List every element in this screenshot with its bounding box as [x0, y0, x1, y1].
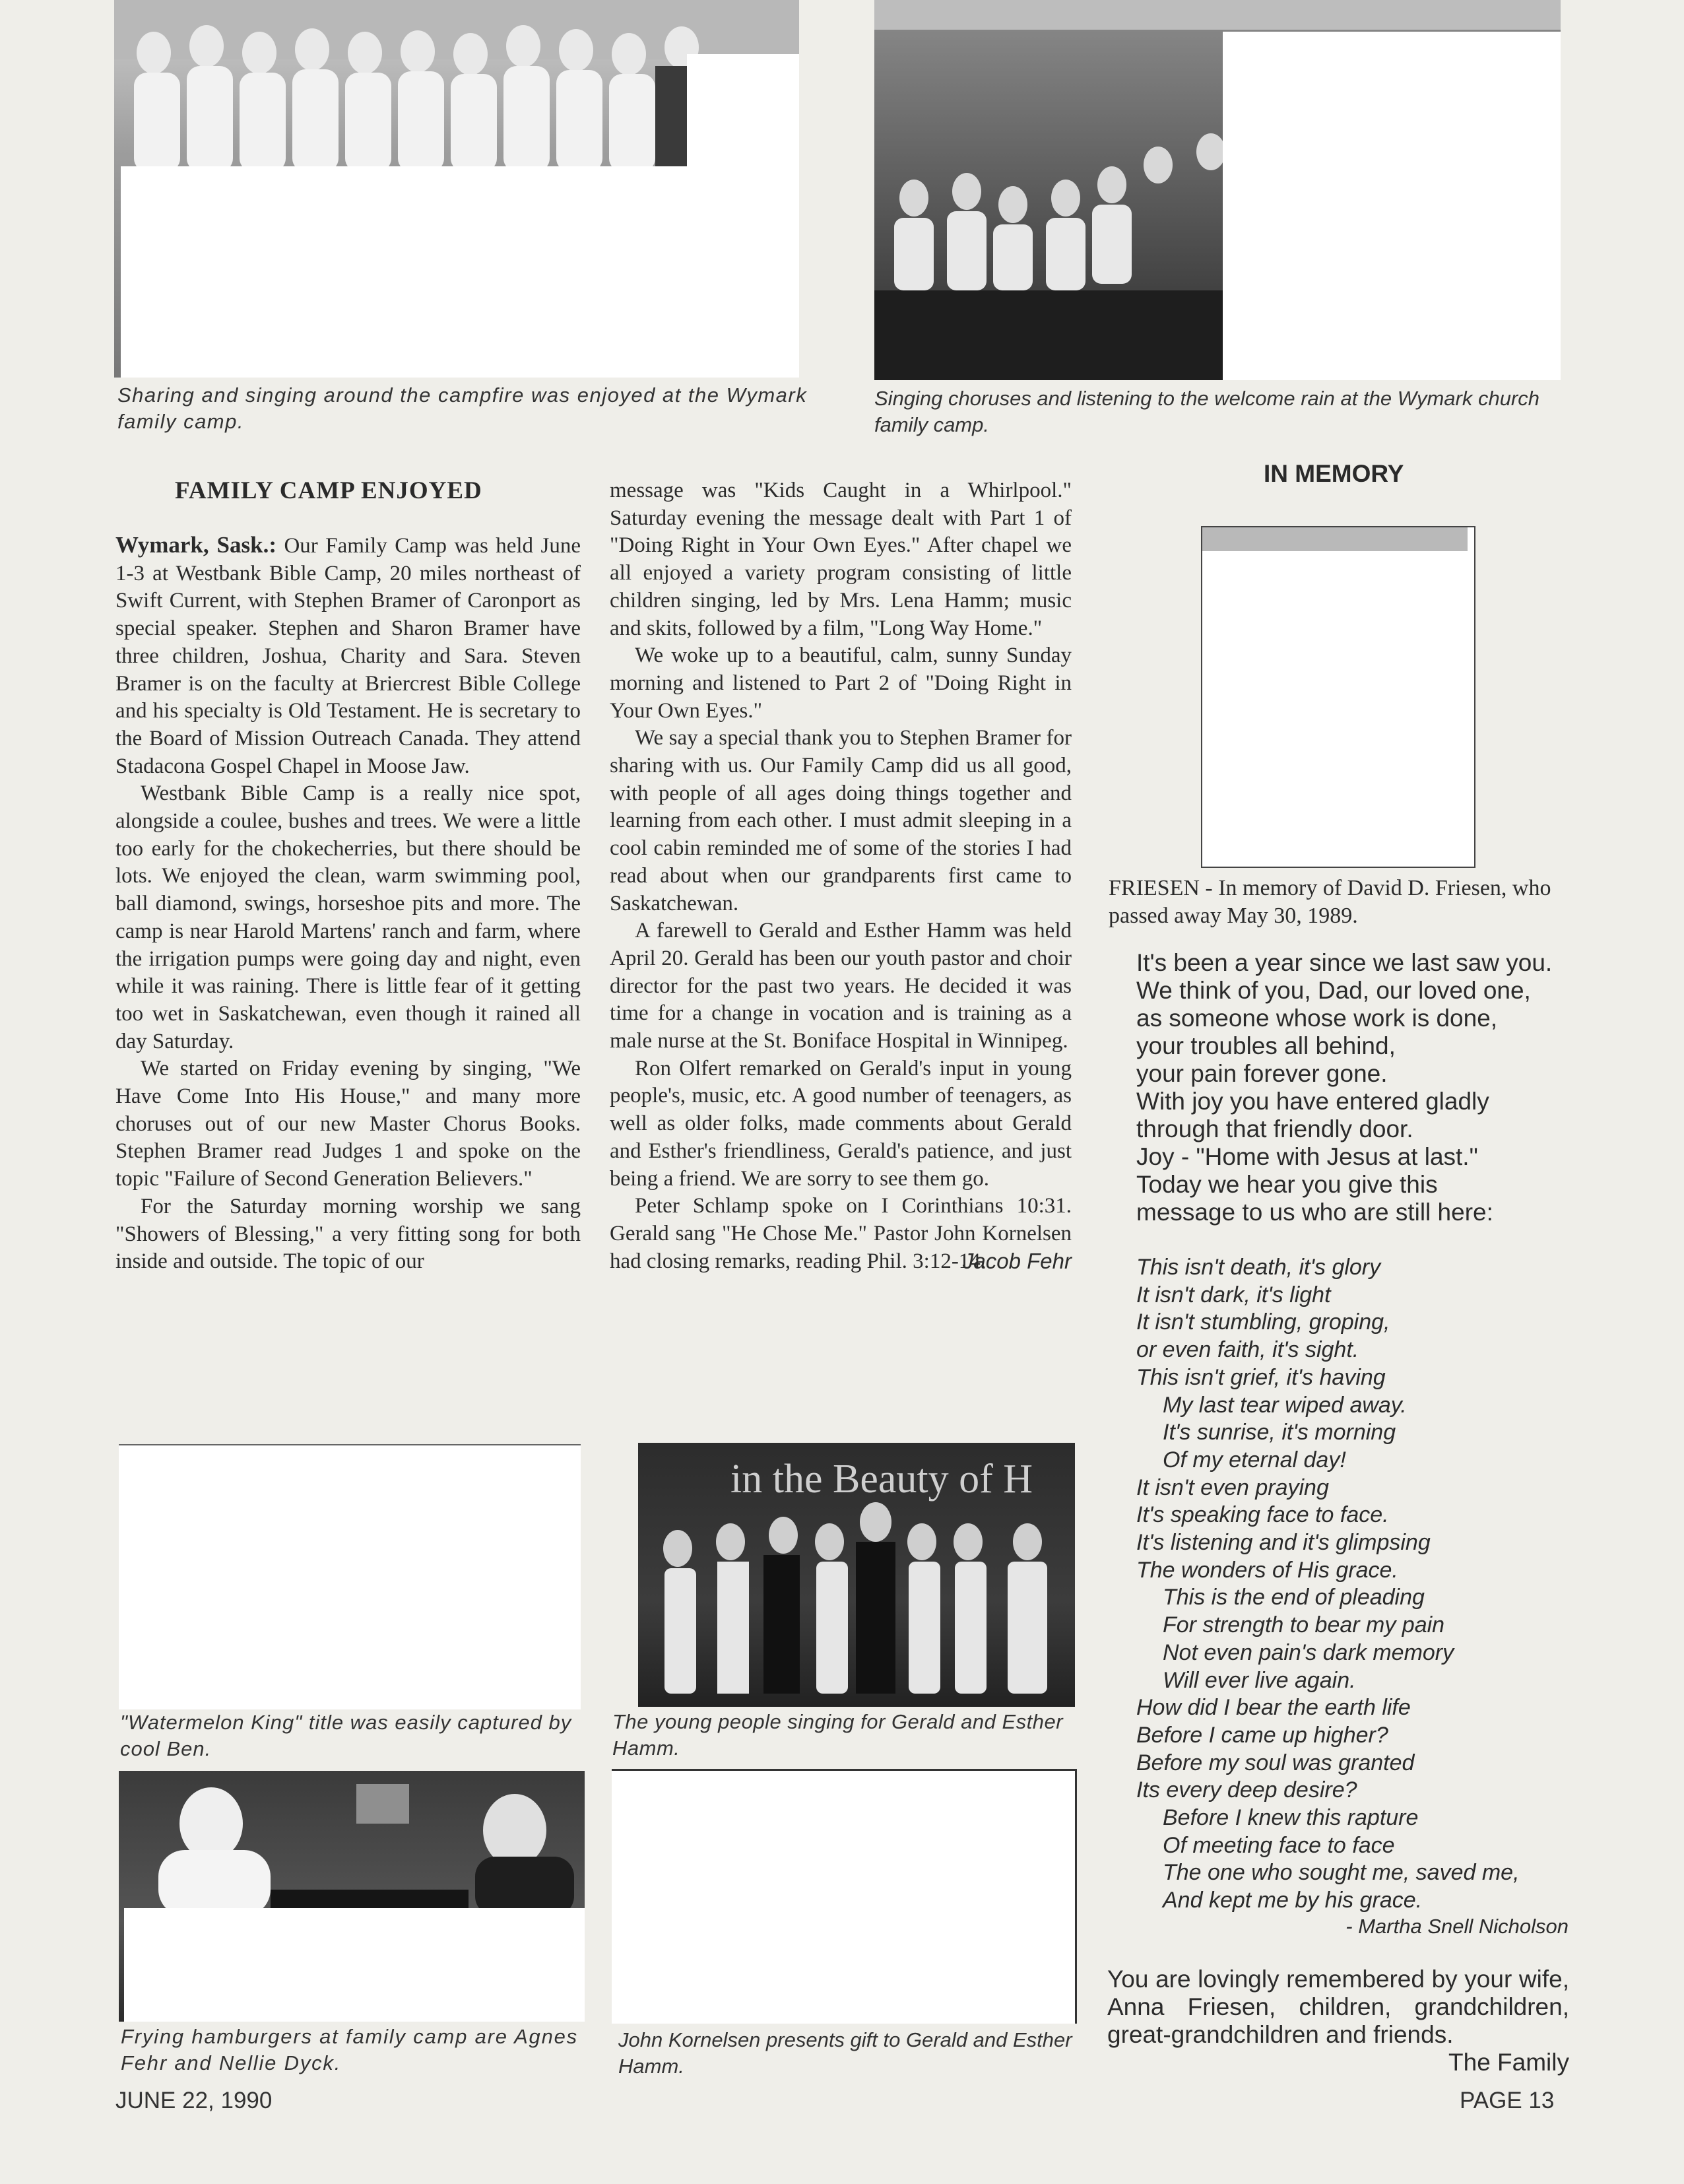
article-paragraph: message was "Kids Caught in a Whirlpool." Saturday evening the message dealt with Part 1 of "Doing Right in Your Own Eyes." After chapel we all enjoyed a variety program consisting of little children singing, led by Mrs. Lena Hamm; music and skits, followed by a film, "Long Way Home." — [610, 479, 1072, 640]
poem-line: This is the end of pleading — [1163, 1585, 1425, 1610]
poem-line: or even faith, it's sight. — [1136, 1337, 1359, 1363]
intro-line: It's been a year since we last saw you. — [1136, 949, 1553, 976]
poem-line: And kept me by his grace. — [1163, 1888, 1423, 1913]
poem-author: - Martha Snell Nicholson — [1345, 1915, 1569, 1938]
poem-line: Will ever live again. — [1163, 1667, 1356, 1693]
intro-line: Today we hear you give this — [1136, 1171, 1438, 1198]
poem-line: It isn't even praying — [1136, 1474, 1329, 1500]
article-column-2 — [610, 477, 1072, 1275]
intro-line: We think of you, Dad, our loved one, — [1136, 977, 1531, 1004]
watermelon-photo — [119, 1444, 581, 1709]
poem-line: It isn't stumbling, groping, — [1136, 1309, 1390, 1335]
choruses-caption: Singing choruses and listening to the welcome rain at the Wymark church family camp. — [874, 387, 1539, 436]
choruses-photo — [874, 0, 1561, 380]
poem-line: Its every deep desire? — [1136, 1777, 1357, 1803]
poem-line: Before my soul was granted — [1136, 1750, 1415, 1775]
poem-line: The one who sought me, saved me, — [1163, 1860, 1520, 1886]
article-author: Jacob Fehr — [962, 1249, 1072, 1274]
memory-notice: FRIESEN - In memory of David D. Friesen, who passed away May 30, 1989. — [1109, 876, 1551, 928]
poem-line: Before I came up higher? — [1136, 1722, 1388, 1748]
watermelon-caption: "Watermelon King" title was easily captured by cool Ben. — [120, 1711, 572, 1760]
poem-line: My last tear wiped away. — [1163, 1392, 1407, 1418]
article-paragraph: We started on Friday evening by singing, "We Have Come Into His House," and many more choruses out of our new Master Chorus Books. Stephen Bramer read Judges 1 and spoke on the topic "Failure of Second Generation Believers." — [115, 1057, 581, 1191]
article-paragraph: Ron Olfert remarked on Gerald's input in young people's, music, etc. A good number of teenagers, as well as older folks, made comments about Gerald and Esther's friendliness, Gerald's patience, and just being a friend. We are sorry to see them go. — [610, 1056, 1072, 1191]
poem-line: How did I bear the earth life — [1136, 1695, 1411, 1721]
article-paragraph: Our Family Camp was held June 1-3 at Westbank Bible Camp, 20 miles northeast of Swift Current, with Stephen Bramer of Caronport as special speaker. Stephen and Sharon Bramer have three children, Joshua, Charity and Sara. Steven Bramer is on the faculty at Briercrest Bible College and his specialty is Old Testament. He is secretary to the Board of Mission Outreach Canada. They attend Stadacona Gospel Chapel in Moose Jaw. — [115, 534, 581, 778]
closing-text: You are lovingly remembered by your wife, Anna Friesen, children, grandchildren, great-grandchildren and friends. — [1107, 1966, 1569, 2048]
campfire-photo — [114, 0, 799, 378]
poem-line: Not even pain's dark memory — [1163, 1639, 1454, 1665]
article-paragraph: A farewell to Gerald and Esther Hamm was held April 20. Gerald has been our youth pastor and choir director for the past two years. He decided it was time for a change in vocation and is training as a male nurse at the St. Boniface Hospital in Winnipeg. — [610, 919, 1072, 1053]
poem-line: Of meeting face to face — [1163, 1832, 1395, 1858]
article-paragraph: We woke up to a beautiful, calm, sunny Sunday morning and listened to Part 2 of "Doing Right in Your Own Eyes." — [610, 644, 1072, 723]
poem-line: It isn't dark, it's light — [1136, 1282, 1331, 1307]
article-title: FAMILY CAMP ENJOYED — [175, 477, 482, 504]
poem-line: Of my eternal day! — [1163, 1447, 1346, 1473]
intro-line: With joy you have entered gladly — [1136, 1088, 1489, 1115]
article-paragraph: Westbank Bible Camp is a really nice spot, alongside a coulee, bushes and trees. We were a little too early for the chokecherries, but there should be lots. We enjoyed the clean, warm swimming pool, ball diamond, swings, horseshoe pits and more. The camp is near Harold Martens' ranch and farm, where the irrigation pumps were going day and night, even while it was raining. There is little fear of it getting too wet in Saskatchewan, even though it rained all day Saturday. — [115, 781, 581, 1053]
young-people-caption: The young people singing for Gerald and Esther Hamm. — [612, 1710, 1064, 1760]
campfire-caption: Sharing and singing around the campfire was enjoyed at the Wymark family camp. — [117, 383, 808, 433]
intro-line: message to us who are still here: — [1136, 1199, 1493, 1226]
article-paragraph: Peter Schlamp spoke on I Corinthians 10:31. Gerald sang "He Chose Me." Pastor John Kornelsen had closing remarks, reading Phil. 3:12-14. — [610, 1194, 1072, 1273]
footer-date: JUNE 22, 1990 — [115, 2088, 273, 2113]
gift-photo — [612, 1769, 1077, 2024]
dateline: Wymark, Sask.: — [115, 532, 277, 558]
gift-caption: John Kornelsen presents gift to Gerald and Esther Hamm. — [618, 2028, 1072, 2078]
memory-poem — [1136, 1254, 1585, 1915]
hamburgers-caption: Frying hamburgers at family camp are Agnes Fehr and Nellie Dyck. — [121, 2025, 578, 2074]
poem-line: For strength to bear my pain — [1163, 1612, 1445, 1638]
hamburgers-photo — [119, 1771, 585, 2022]
poem-line: It's listening and it's glimpsing — [1136, 1530, 1431, 1556]
intro-line: your pain forever gone. — [1136, 1060, 1388, 1087]
intro-line: your troubles all behind, — [1136, 1032, 1396, 1059]
intro-line: Joy - "Home with Jesus at last." — [1136, 1143, 1478, 1170]
memory-heading: IN MEMORY — [1264, 460, 1404, 487]
young-people-photo — [638, 1443, 1075, 1707]
poem-line: It's speaking face to face. — [1136, 1502, 1389, 1528]
poem-line: This isn't grief, it's having — [1136, 1364, 1386, 1390]
banner-text: in the Beauty of H — [730, 1457, 1033, 1502]
intro-line: as someone whose work is done, — [1136, 1005, 1498, 1032]
poem-line: Before I knew this rapture — [1163, 1805, 1419, 1831]
memorial-portrait — [1201, 526, 1475, 868]
article-paragraph: For the Saturday morning worship we sang "Showers of Blessing," a very fitting song for both inside and outside. The topic of our — [115, 1194, 581, 1274]
poem-line: This isn't death, it's glory — [1136, 1255, 1381, 1280]
memory-closing — [1107, 1966, 1569, 2076]
article-column-1 — [115, 531, 581, 1276]
intro-line: through that friendly door. — [1136, 1115, 1413, 1142]
article-paragraph: We say a special thank you to Stephen Bramer for sharing with us. Our Family Camp did us all good, with people of all ages doing things together and learning from each other. I must admit sleeping in a cool cabin reminded me of some of the stories I had read about when our grandparents first came to Saskatchewan. — [610, 726, 1072, 915]
memory-intro — [1136, 949, 1585, 1226]
poem-line: It's sunrise, it's morning — [1163, 1420, 1396, 1445]
family-signature: The Family — [1448, 2049, 1569, 2076]
footer-page: PAGE 13 — [1460, 2088, 1555, 2113]
poem-line: The wonders of His grace. — [1136, 1557, 1398, 1583]
